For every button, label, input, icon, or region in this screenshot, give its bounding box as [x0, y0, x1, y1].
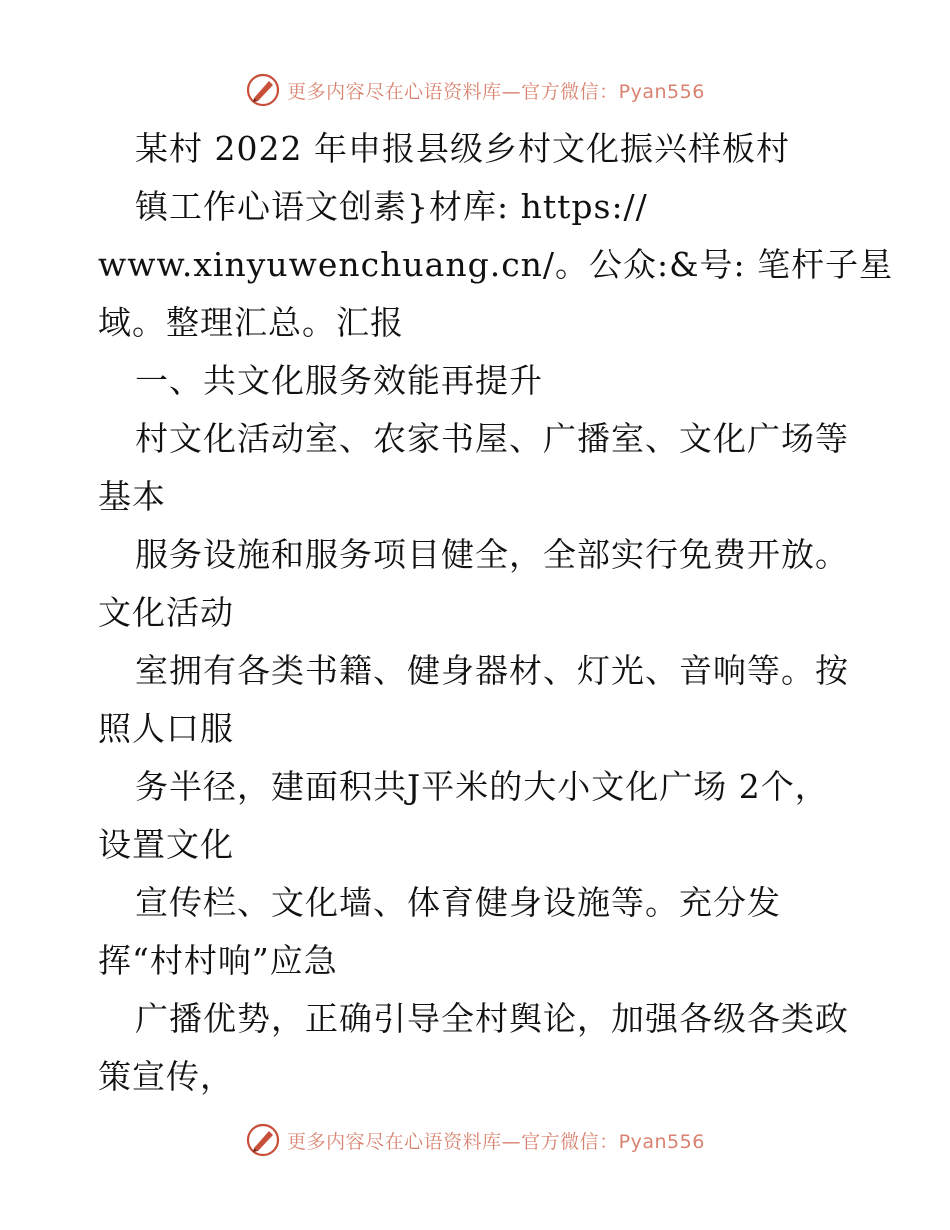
text-line: 镇工作心语文创素}材库: https:// — [135, 187, 648, 226]
text-line: 广播优势，正确引导全村舆论，加强各级各类政 — [135, 999, 849, 1038]
pen-logo-icon — [245, 72, 281, 108]
text-line: 策宣传， — [98, 1057, 234, 1096]
text-line: 设置文化 — [98, 825, 234, 864]
footer-watermark — [0, 1120, 950, 1160]
text-line: 照人口服 — [98, 709, 234, 748]
text-line: 某村 2022 年申报县级乡村文化振兴样板村 — [135, 129, 790, 168]
text-line: 基本 — [98, 477, 166, 516]
text-line: 挥“村村响”应急 — [98, 941, 338, 980]
text-line: 务半径，建面积共J平米的大小文化广场 2个， — [135, 767, 829, 806]
text-line: 宣传栏、文化墙、体育健身设施等。充分发 — [135, 883, 781, 922]
header-watermark — [0, 70, 950, 110]
watermark-text: 更多内容尽在心语资料库—官方微信：Pyan556 — [287, 80, 705, 103]
document-body — [98, 120, 894, 1106]
text-line: 文化活动 — [98, 593, 234, 632]
text-line: www.xinyuwenchuang.cn/。公众:&号: 笔杆子星 — [98, 245, 894, 284]
text-line: 一、共文化服务效能再提升 — [135, 361, 543, 400]
text-line: 室拥有各类书籍、健身器材、灯光、音响等。按 — [135, 651, 849, 690]
text-line: 服务设施和服务项目健全，全部实行免费开放。 — [135, 535, 849, 574]
watermark-text: 更多内容尽在心语资料库—官方微信：Pyan556 — [287, 1130, 705, 1153]
text-line: 域。整理汇总。汇报 — [98, 303, 404, 342]
pen-logo-icon — [245, 1122, 281, 1158]
text-line: 村文化活动室、农家书屋、广播室、文化广场等 — [135, 419, 849, 458]
